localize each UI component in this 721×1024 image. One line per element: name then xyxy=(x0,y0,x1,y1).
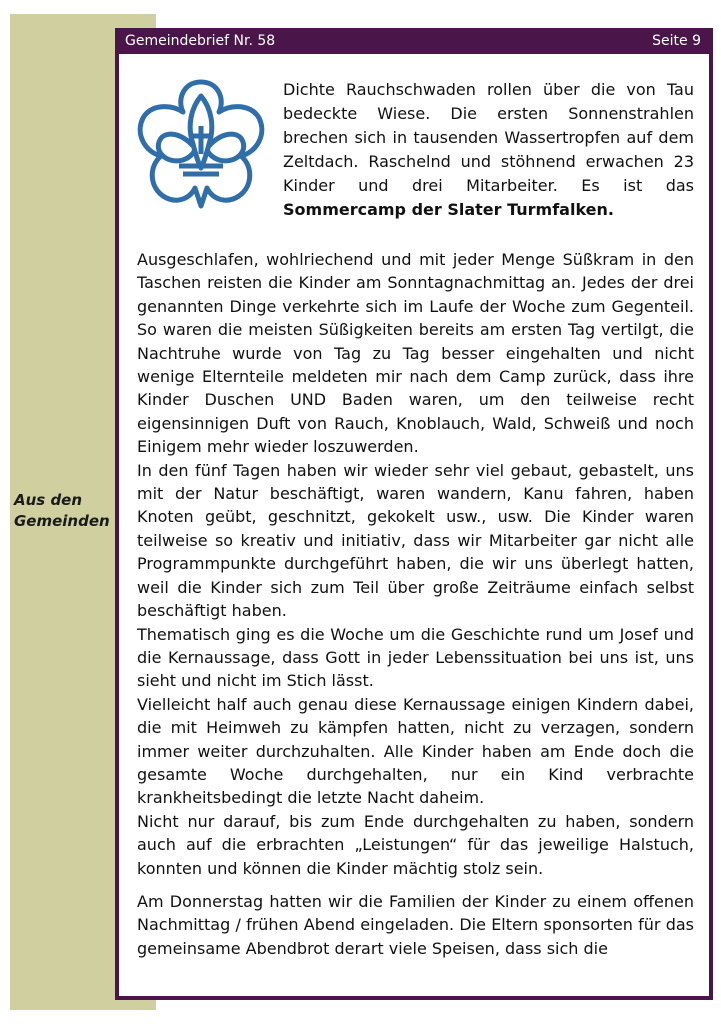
page-frame xyxy=(115,28,713,1000)
page-number: Seite 9 xyxy=(652,33,701,49)
paragraph: Ausgeschlafen, wohlriechend und mit jeder Menge Süßkram in den Taschen reisten die Kinder am Sonntagnachmittag an. Jedes der drei genannten Dinge verkehrte sich im Laufe der Woche zum Gegenteil. So waren die meisten Süßigkeiten bereits am ersten Tag vertilgt, die Nachtruhe wurde von Tag zu Tag besser eingehalten und nicht wenige Elternteile meldeten mir nach dem Camp zurück, dass ihre Kinder Duschen UND Baden waren, um den teilweise recht eigensinnigen Duft von Rauch, Knoblauch, Wald, Schweiß und noch Einigem mehr wieder loszuwerden. xyxy=(137,250,694,457)
paragraph: Vielleicht half auch genau diese Kernaussage einigen Kindern dabei, die mit Heimweh zu kämpfen hatten, nicht zu verzagen, sondern immer weiter durchzuhalten. Alle Kinder haben am Ende doch die gesamte Woche durchgehalten, nur ein Kind verbrachte krankheitsbedingt die letzte Nacht daheim. xyxy=(137,694,694,808)
section-label-line1: Aus den xyxy=(14,491,83,509)
paragraph: Thematisch ging es die Woche um die Geschichte rund um Josef und die Kernaussage, dass Gott in jeder Lebenssituation bei uns ist, uns sieht und nicht im Stich lässt. xyxy=(137,624,694,691)
section-label-line2: Gemeinden xyxy=(14,512,110,530)
article-body xyxy=(137,248,694,960)
intro-text: Dichte Rauchschwaden rollen über die von Tau bedeckte Wiese. Die ersten Sonnenstrahlen brechen sich in tausenden Wassertropfen auf dem Zeltdach. Raschelnd und stöhnend erwachen 23 Kinder und drei Mitarbeiter. Es ist das xyxy=(283,80,694,195)
paragraph: Nicht nur darauf, bis zum Ende durchgehalten zu haben, sondern auch auf die erbrachten „Leistungen“ für das jeweilige Halstuch, konnten und können die Kinder mächtig stolz sein. xyxy=(137,811,694,878)
paragraph: In den fünf Tagen haben wir wieder sehr viel gebaut, gebastelt, uns mit der Natur beschäftigt, waren wandern, Kanu fahren, haben Knoten geübt, geschnitzt, gekokelt usw., usw. Die Kinder waren teilweise so kreativ und initiativ, dass wir Mitarbeiter gar nicht alle Programmpunkte durchgeführt haben, die wir uns überlegt hatten, weil die Kinder sich zum Teil über große Zeiträume einfach selbst beschäftigt haben. xyxy=(137,460,694,621)
header-bar xyxy=(119,28,709,54)
intro-highlight: Sommercamp der Slater Turmfalken. xyxy=(283,200,614,219)
intro-paragraph xyxy=(283,78,694,222)
fleur-de-lis-icon xyxy=(133,74,269,214)
newsletter-title: Gemeindebrief Nr. 58 xyxy=(125,33,276,49)
paragraph: Am Donnerstag hatten wir die Familien der Kinder zu einem offenen Nachmittag / frühen Abend eingeladen. Die Eltern sponsorten für das gemeinsame Abendbrot derart viele Speisen, dass sich die xyxy=(137,891,694,958)
